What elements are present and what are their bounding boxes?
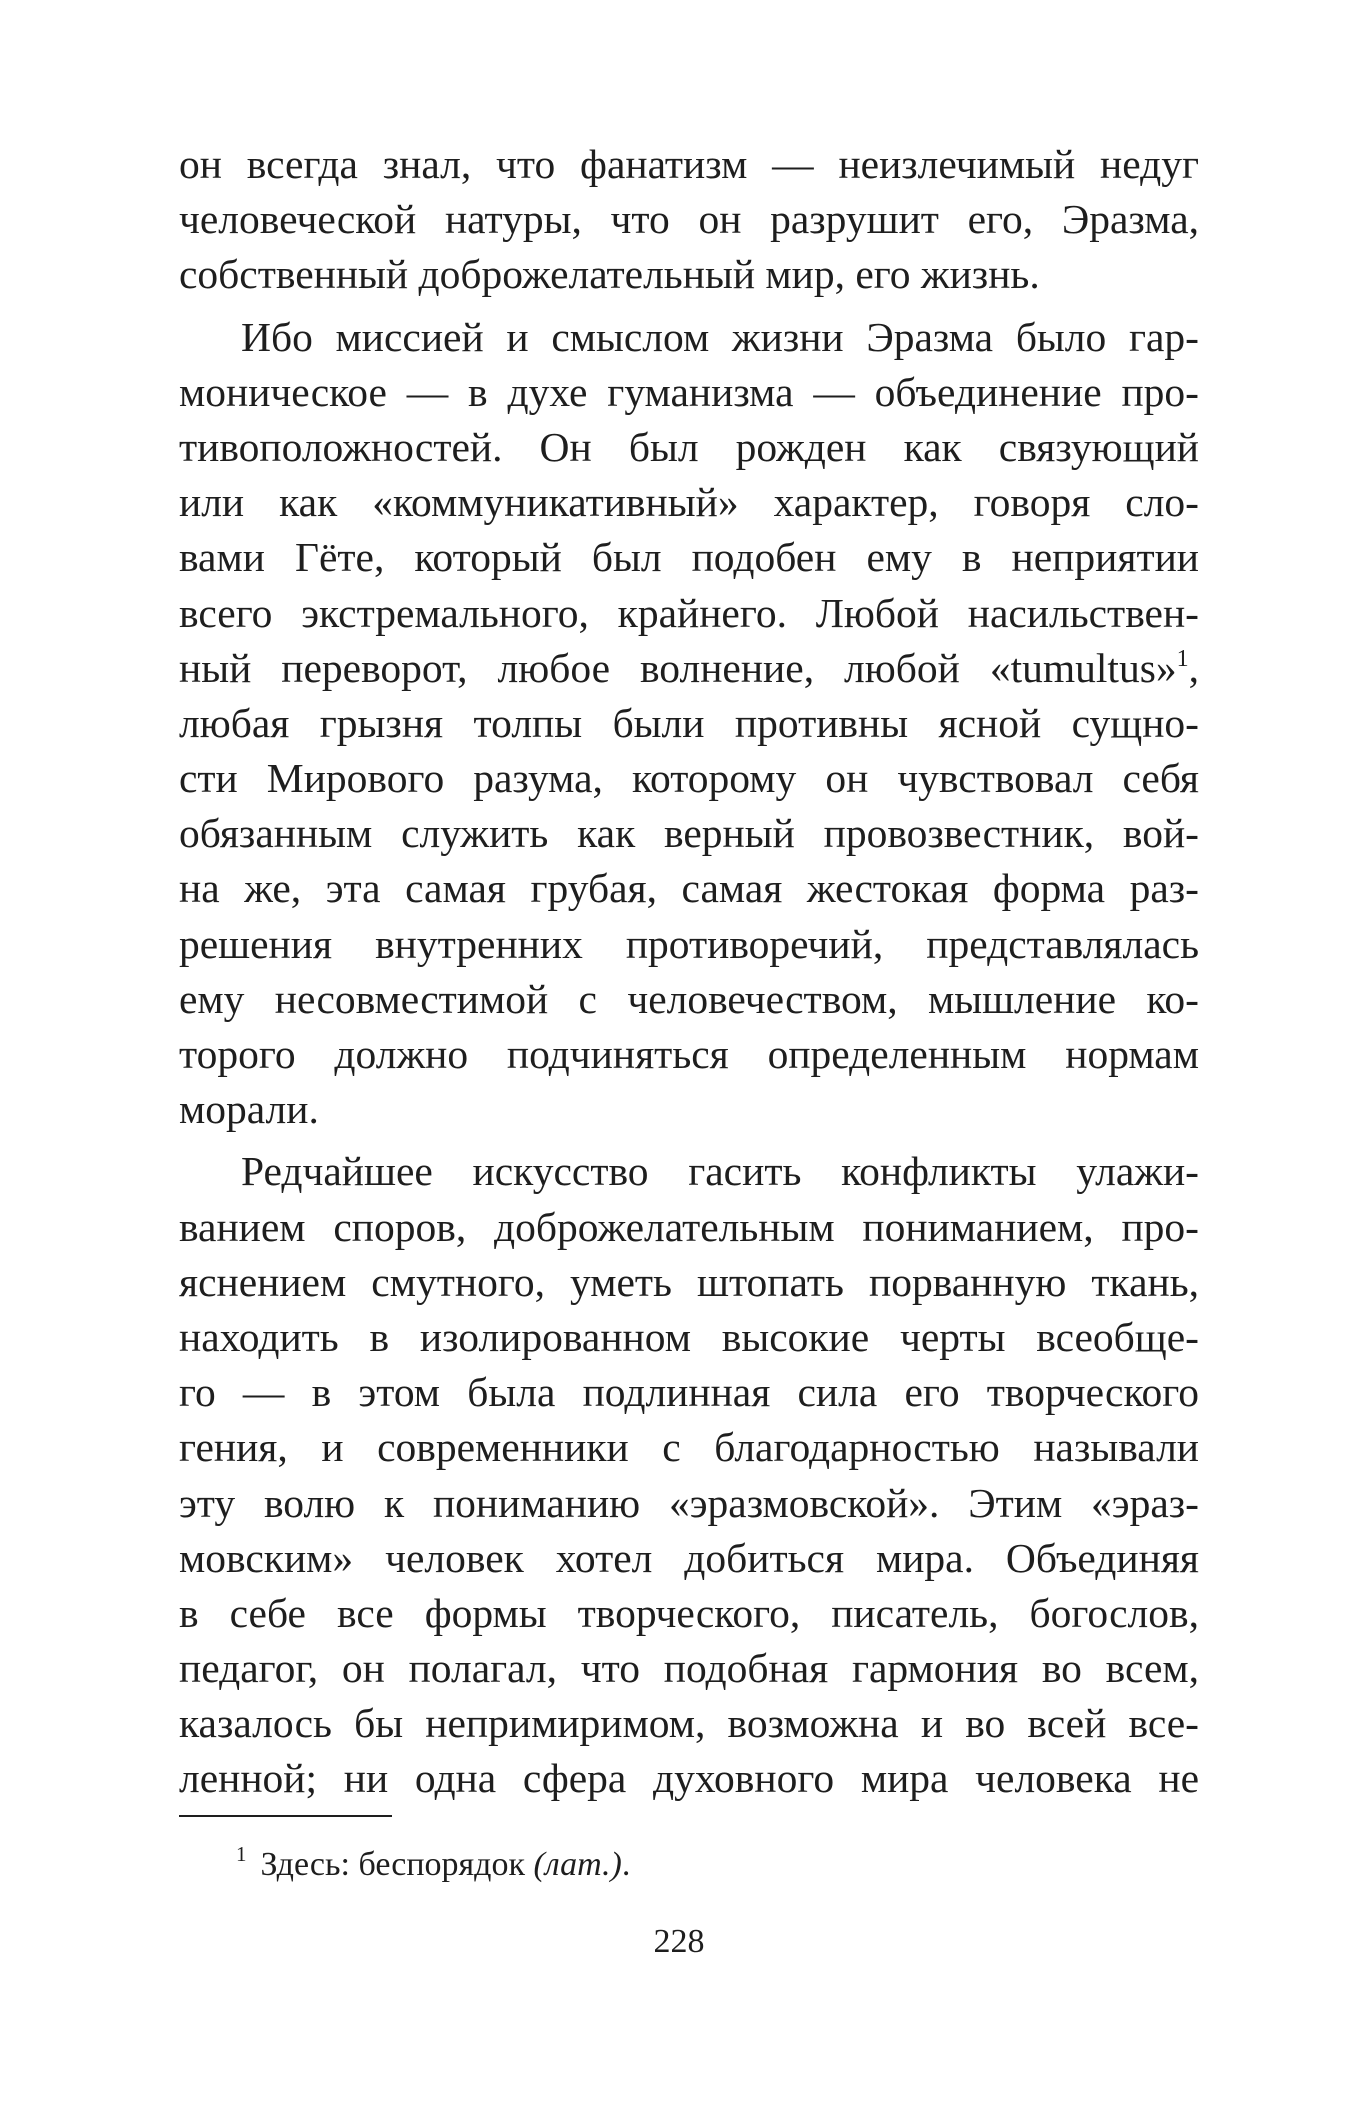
footnote-mark: 1 [236,1842,247,1866]
text-line: яснением смутного, уметь штопать порванную ткань, [179,1258,1199,1305]
text-line: сти Мирового разума, которому он чувствовал себя [179,755,1199,802]
text-line: морали. [179,1086,319,1133]
text-segment: , [1188,644,1199,691]
text-line: педагог, он полагал, что подобная гармония во всем, [179,1645,1199,1692]
text-line: на же, эта самая грубая, самая жестокая форма раз- [179,865,1199,912]
text-line: Редчайшее искусство гасить конфликты улажи- [241,1148,1199,1195]
text-line: вами Гёте, который был подобен ему в неприятии [179,534,1199,581]
footnote-divider [179,1815,392,1817]
text-line: ванием споров, доброжелательным пониманием, про- [179,1203,1199,1250]
text-line: решения внутренних противоречий, представлялась [179,920,1199,967]
paragraph [179,137,1199,303]
text-line: гения, и современники с благодарностью называли [179,1424,1199,1471]
text-line: моническое — в духе гуманизма — объединение про- [179,368,1199,415]
paragraph [179,1144,1199,1806]
text-line: ленной; ни одна сфера духовного мира человека не [179,1755,1199,1802]
text-line: или как «коммуникативный» характер, говоря сло- [179,479,1199,526]
text-line: находить в изолированном высокие черты всеобще- [179,1313,1199,1360]
page-number: 228 [653,1923,705,1960]
text-line: мовским» человек хотел добиться мира. Объединяя [179,1534,1199,1581]
text-line: любая грызня толпы были противны ясной сущно- [179,699,1199,746]
text-line: эту волю к пониманию «эразмовской». Этим «эраз- [179,1479,1199,1526]
text-segment: ный переворот, любое волнение, любой «tumultus» [179,644,1177,691]
text-line-with-footnote [179,641,1199,696]
text-line: Ибо миссией и смыслом жизни Эразма было гар- [241,313,1199,360]
footnote-end: . [621,1846,631,1883]
text-line: обязанным служить как верный провозвестник, вой- [179,810,1199,857]
text-line: в себе все формы творческого, писатель, богослов, [179,1589,1199,1636]
text-line: человеческой натуры, что он разрушит его, Эразма, [179,196,1199,243]
footnote-reference[interactable]: 1 [1176,645,1189,672]
body-text [179,137,1199,1807]
text-line: всего экстремального, крайнего. Любой насильствен- [179,589,1199,636]
text-line: казалось бы непримиримом, возможна и во всей все- [179,1700,1199,1747]
text-line: торого должно подчиняться определенным нормам [179,1031,1199,1077]
text-line: ему несовместимой с человечеством, мышление ко- [179,975,1199,1022]
paragraph [179,310,1199,1138]
footnote [236,1843,630,1887]
text-line: собственный доброжелательный мир, его жизнь. [179,251,1040,298]
footnote-text: Здесь: беспорядок [260,1846,534,1883]
text-line: тивоположностей. Он был рожден как связующий [179,423,1199,470]
text-line: он всегда знал, что фанатизм — неизлечимый недуг [179,141,1199,187]
footnote-language-note: (лат.) [533,1846,622,1883]
text-line: го — в этом была подлинная сила его творческого [179,1369,1199,1416]
